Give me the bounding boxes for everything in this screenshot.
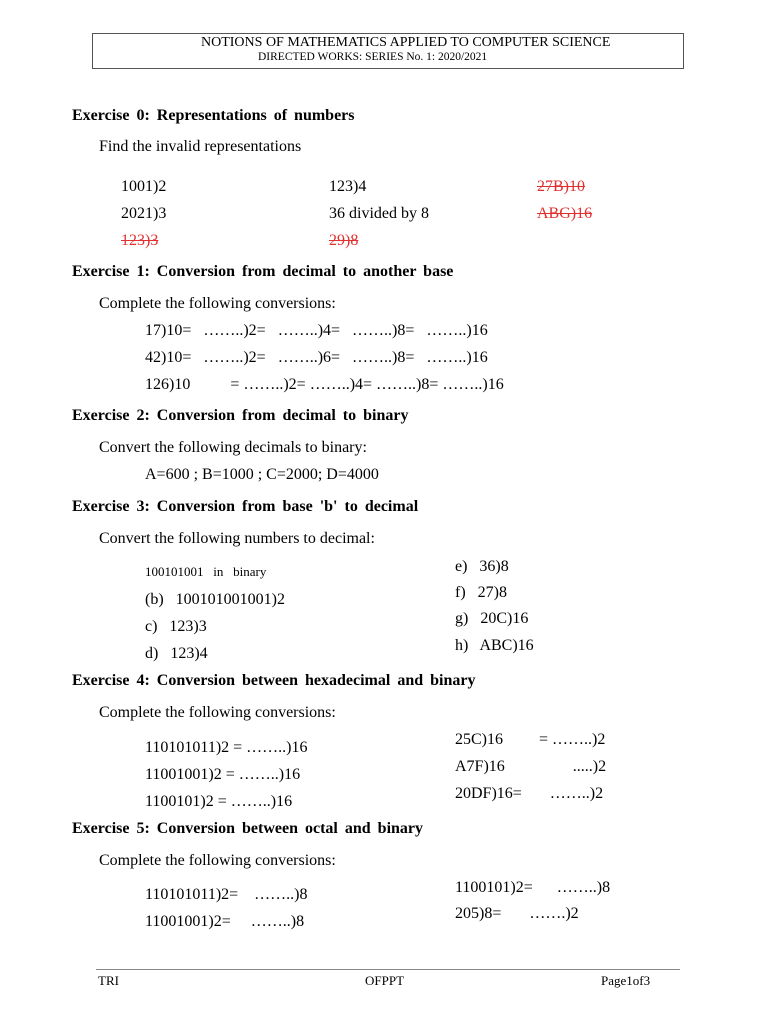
ex0-item-valid: 36 divided by 8 bbox=[329, 205, 429, 222]
exercise-0-instruction: Find the invalid representations bbox=[99, 138, 302, 155]
ex3-item: g) 20C)16 bbox=[455, 610, 529, 627]
ex3-item: c) 123)3 bbox=[145, 618, 207, 635]
document-title: NOTIONS OF MATHEMATICS APPLIED TO COMPUTER SCIENCE bbox=[201, 35, 611, 50]
ex0-item-valid: 2021)3 bbox=[121, 205, 167, 222]
ex3-item: f) 27)8 bbox=[455, 584, 507, 601]
ex4-item: 20DF)16= ……..)2 bbox=[455, 785, 604, 802]
exercise-5-instruction: Complete the following conversions: bbox=[99, 852, 336, 869]
ex1-line: 17)10= ……..)2= ……..)4= ……..)8= ……..)16 bbox=[145, 322, 488, 339]
ex3-item: (b) 100101001001)2 bbox=[145, 591, 285, 608]
ex3-item: d) 123)4 bbox=[145, 645, 208, 662]
exercise-1-instruction: Complete the following conversions: bbox=[99, 295, 336, 312]
ex4-item: 110101011)2 = ……..)16 bbox=[145, 739, 308, 756]
ex3-item: e) 36)8 bbox=[455, 558, 509, 575]
ex3-item: h) ABC)16 bbox=[455, 637, 534, 654]
ex0-item-invalid: 27B)10 bbox=[537, 178, 585, 195]
ex1-line: 42)10= ……..)2= ……..)6= ……..)8= ……..)16 bbox=[145, 349, 488, 366]
exercise-0-title: Exercise 0: Representations of numbers bbox=[72, 107, 355, 124]
ex4-item: A7F)16 .....)2 bbox=[455, 758, 607, 775]
page-number: Page1of3 bbox=[601, 973, 651, 988]
exercise-3-title: Exercise 3: Conversion from base 'b' to decimal bbox=[72, 498, 419, 515]
footer-rule bbox=[96, 969, 680, 970]
exercise-3-instruction: Convert the following numbers to decimal: bbox=[99, 530, 375, 547]
ex5-item: 11001001)2= ……..)8 bbox=[145, 913, 305, 930]
ex0-item-invalid: 29)8 bbox=[329, 232, 359, 249]
document-subtitle: DIRECTED WORKS: SERIES No. 1: 2020/2021 bbox=[258, 51, 488, 63]
exercise-1-title: Exercise 1: Conversion from decimal to another base bbox=[72, 263, 454, 280]
ex3-item: 100101001 in binary bbox=[145, 564, 267, 579]
ex4-item: 11001001)2 = ……..)16 bbox=[145, 766, 301, 783]
footer-left: TRI bbox=[98, 973, 119, 988]
ex4-item: 1100101)2 = ……..)16 bbox=[145, 793, 293, 810]
exercise-4-instruction: Complete the following conversions: bbox=[99, 704, 336, 721]
exercise-4-title: Exercise 4: Conversion between hexadecimal and binary bbox=[72, 672, 476, 689]
footer-center: OFPPT bbox=[365, 973, 405, 988]
exercise-2-instruction: Convert the following decimals to binary: bbox=[99, 439, 367, 456]
ex0-item-valid: 123)4 bbox=[329, 178, 367, 195]
ex5-item: 110101011)2= ……..)8 bbox=[145, 886, 308, 903]
exercise-2-title: Exercise 2: Conversion from decimal to binary bbox=[72, 407, 409, 424]
exercise-5-title: Exercise 5: Conversion between octal and binary bbox=[72, 820, 424, 837]
ex4-item: 25C)16 = ……..)2 bbox=[455, 731, 606, 748]
ex2-values: A=600 ; B=1000 ; C=2000; D=4000 bbox=[145, 466, 379, 483]
ex5-item: 205)8= …….)2 bbox=[455, 905, 579, 922]
ex0-item-invalid: 123)3 bbox=[121, 232, 159, 249]
ex0-item-invalid: ABG)16 bbox=[537, 205, 593, 222]
ex0-item-valid: 1001)2 bbox=[121, 178, 167, 195]
ex1-line: 126)10 = ……..)2= ……..)4= ……..)8= ……..)16 bbox=[145, 376, 504, 393]
ex5-item: 1100101)2= ……..)8 bbox=[455, 879, 611, 896]
